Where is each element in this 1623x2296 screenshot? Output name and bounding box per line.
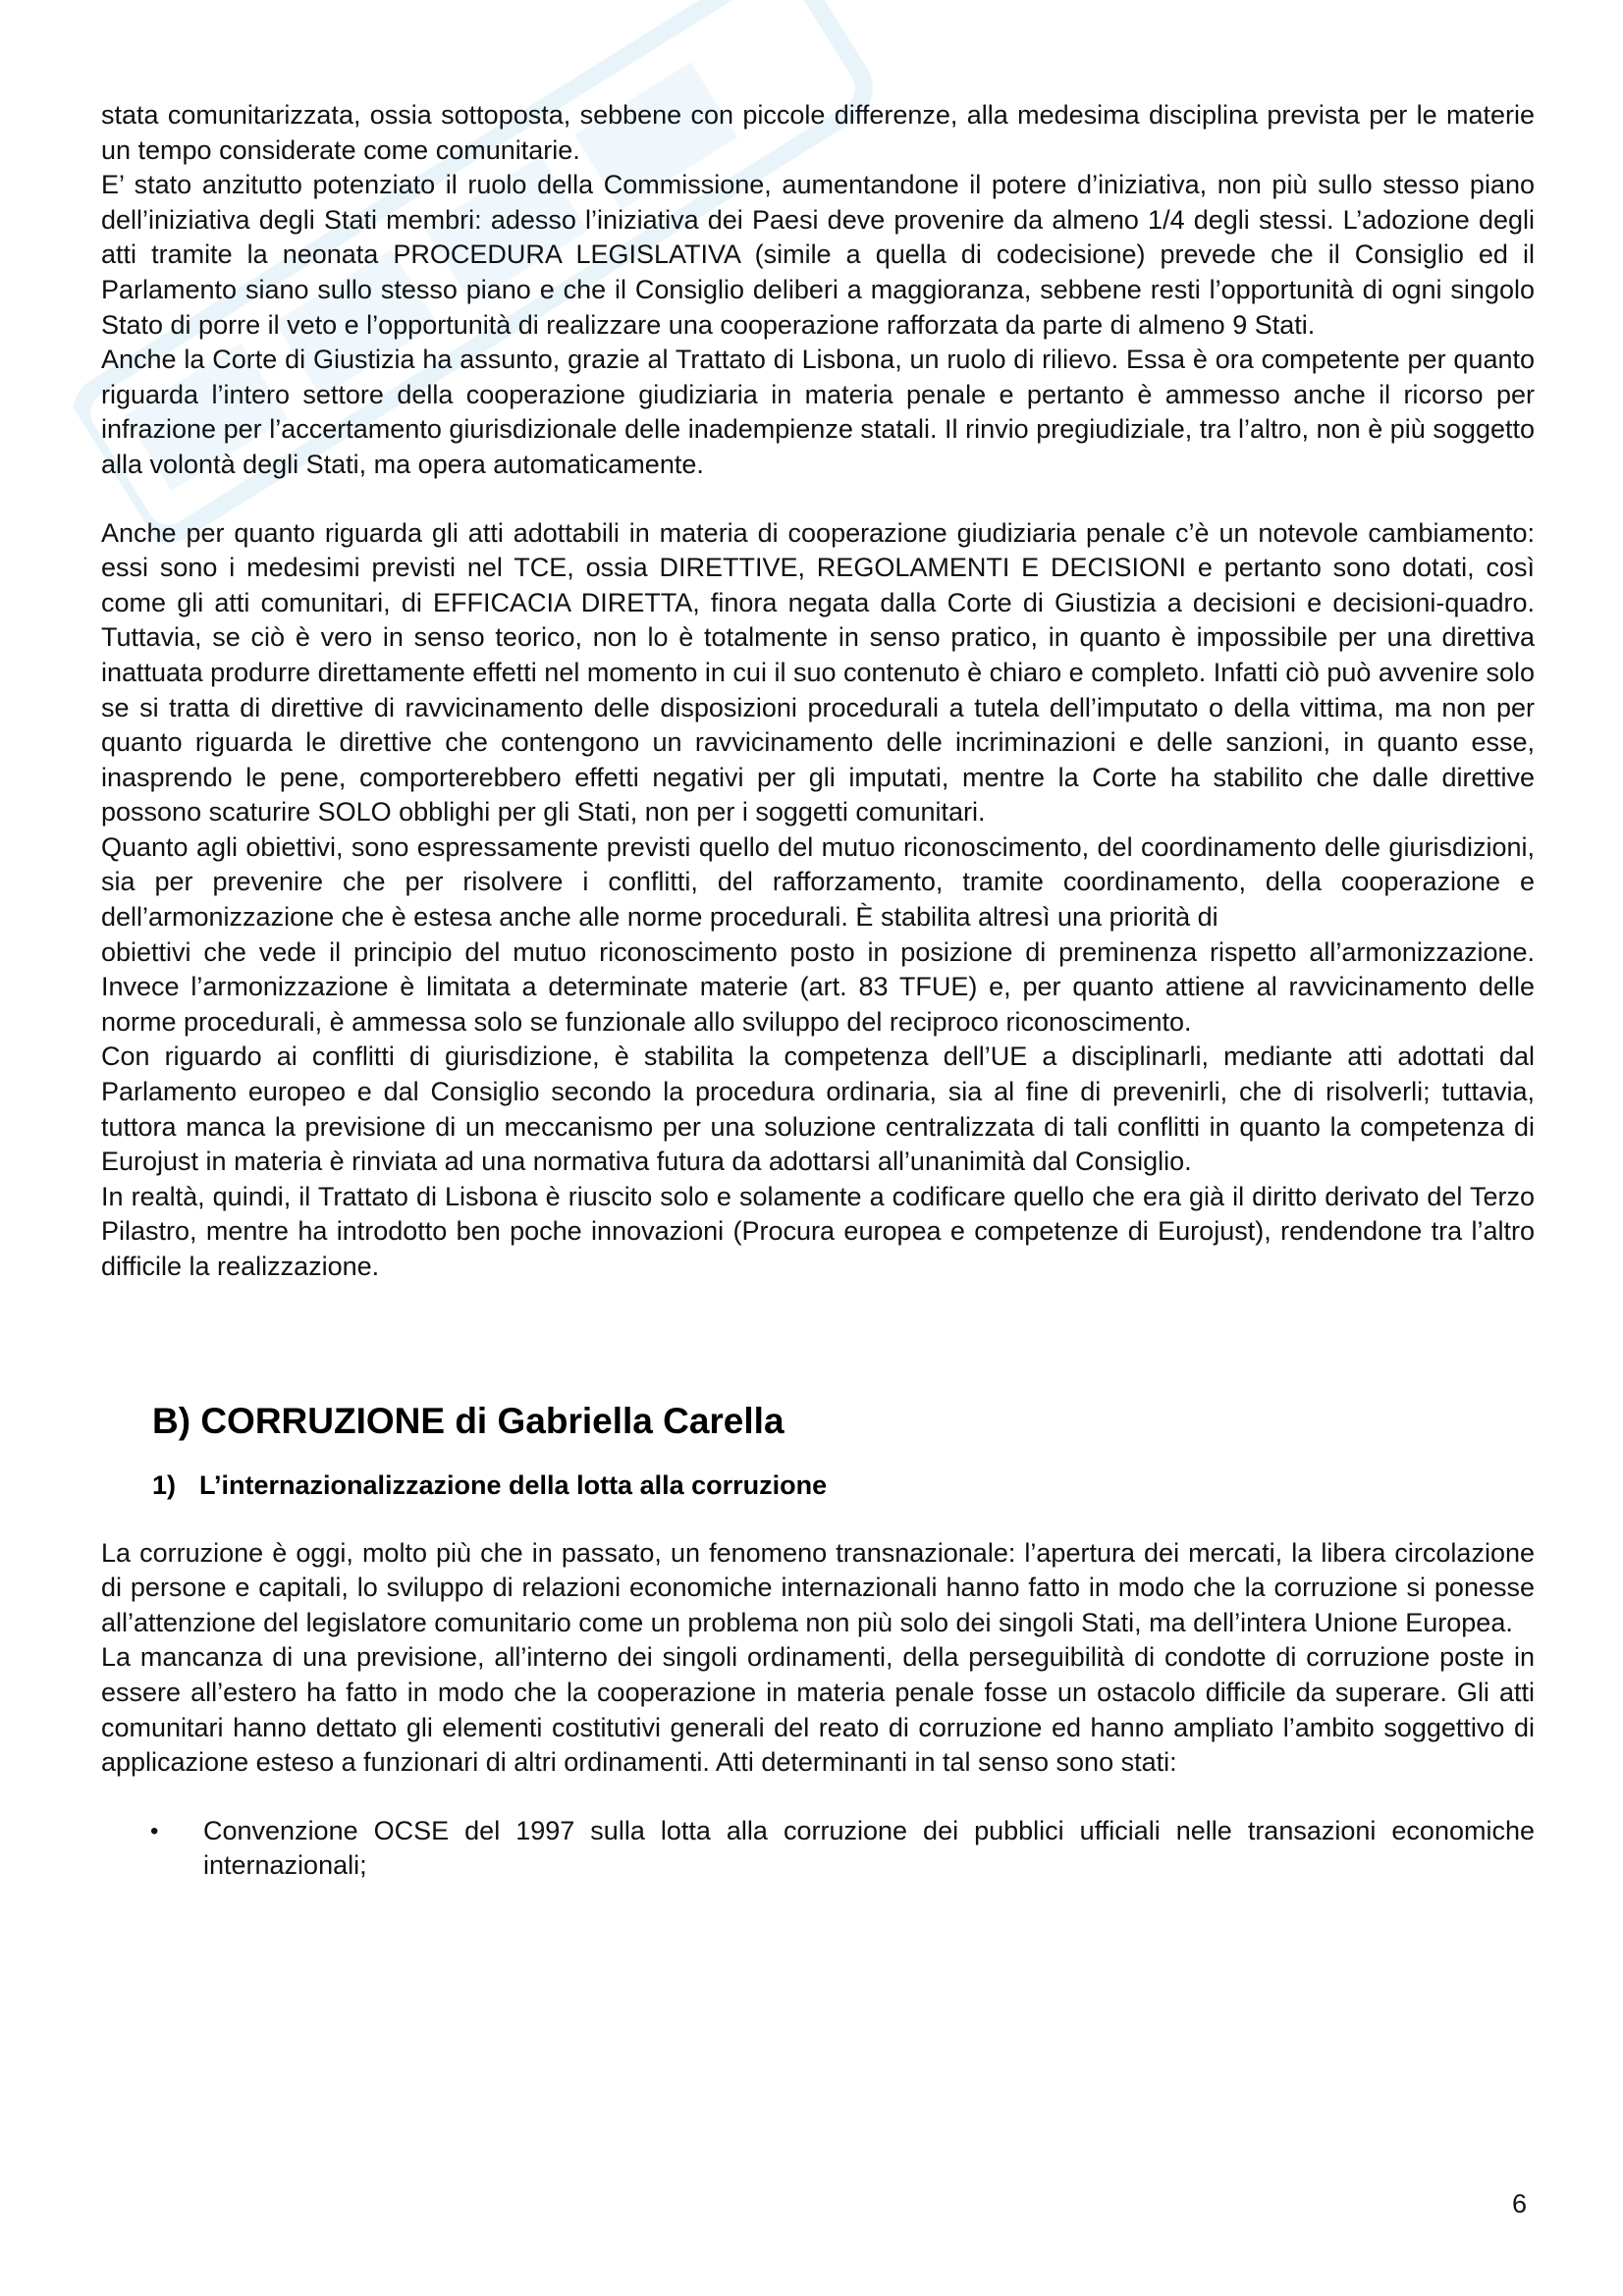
paragraph: La corruzione è oggi, molto più che in passato, un fenomeno transnazionale: l’apertura dei mercati, la libera circolazione di persone e capitali, lo sviluppo di relazioni economiche internazionali hanno fatto in modo che la corruzione si ponesse all’attenzione del legislatore comunitario come un problema non più solo dei singoli Stati, ma dell’intera Unione Europea.: [101, 1537, 1535, 1637]
paragraph: La mancanza di una previsione, all’interno dei singoli ordinamenti, della perseguibilità di condotte di corruzione poste in essere all’estero ha fatto in modo che la cooperazione in materia penale fosse un ostacolo difficile da superare. Gli atti comunitari hanno dettato gli elementi costitutivi generali del reato di corruzione ed hanno ampliato l’ambito soggettivo di applicazione esteso a funzionari di altri ordinamenti. Atti determinanti in tal senso sono stati:: [101, 1642, 1535, 1778]
paragraph: obiettivi che vede il principio del mutuo riconoscimento posto in posizione di preminenza rispetto all’armonizzazione. Invece l’armonizzazione è limitata a determinate materie (art. 83 TFUE) e, per quanto attiene al ravvicinamento delle norme procedurali, è ammessa solo se funzionale allo sviluppo del reciproco riconoscimento.: [101, 936, 1535, 1037]
paragraph-gap: [101, 1503, 1535, 1536]
paragraph: E’ stato anzitutto potenziato il ruolo della Commissione, aumentandone il potere d’iniziativa, non più sullo stesso piano dell’iniziativa degli Stati membri: adesso l’iniziativa dei Paesi deve provenire da almeno 1/4 degli stessi. L’adozione degli atti tramite la neonata PROCEDURA LEGISLATIVA (simile a quella di codecisione) prevede che il Consiglio ed il Parlamento siano sullo stesso piano e che il Consiglio deliberi a maggioranza, sebbene resti l’opportunità di ogni singolo Stato di porre il veto e l’opportunità di realizzare una cooperazione rafforzata da parte di almeno 9 Stati.: [101, 170, 1535, 340]
paragraph: stata comunitarizzata, ossia sottoposta, sebbene con piccole differenze, alla medesima disciplina prevista per le materie un tempo considerate come comunitarie.: [101, 100, 1535, 165]
bullet-icon: •: [150, 1817, 159, 1844]
list-item-text: Convenzione OCSE del 1997 sulla lotta alla corruzione dei pubblici ufficiali nelle transazioni economiche internazionali;: [203, 1815, 1535, 1881]
list-item: [101, 1814, 1535, 1884]
document-body: [101, 98, 1535, 1884]
subsection-heading: [152, 1468, 1535, 1503]
paragraph: Quanto agli obiettivi, sono espressamente previsti quello del mutuo riconoscimento, del coordinamento delle giurisdizioni, sia per prevenire che per risolvere i conflitti, del rafforzamento, tramite coordinamento, della cooperazione e dell’armonizzazione che è estesa anche alle norme procedurali. È stabilita altresì una priorità di: [101, 831, 1535, 933]
page-number: 6: [1512, 2189, 1528, 2218]
paragraph-gap: [101, 1781, 1535, 1814]
paragraph: Anche la Corte di Giustizia ha assunto, grazie al Trattato di Lisbona, un ruolo di rilievo. Essa è ora competente per quanto riguarda l’intero settore della cooperazione giudiziaria in materia penale e pertanto è ammesso anche il ricorso per infrazione per l’accertamento giurisdizionale delle inadempienze statali. Il rinvio pregiudiziale, tra l’altro, non è più soggetto alla volontà degli Stati, ma opera automaticamente.: [101, 345, 1535, 479]
paragraph: Con riguardo ai conflitti di giurisdizione, è stabilita la competenza dell’UE a disciplinarli, mediante atti adottati dal Parlamento europeo e dal Consiglio secondo la procedura ordinaria, sia al fine di prevenirli, che di risolverli; tuttavia, tuttora manca la previsione di un meccanismo per una soluzione centralizzata di tali conflitti in quanto la competenza di Eurojust in materia è rinviata ad una normativa futura da adottarsi all’unanimità dal Consiglio.: [101, 1041, 1535, 1177]
bullet-list: [101, 1814, 1535, 1884]
paragraph-gap: [101, 483, 1535, 516]
paragraph: In realtà, quindi, il Trattato di Lisbona è riuscito solo e solamente a codificare quello che era già il diritto derivato del Terzo Pilastro, mentre ha introdotto ben poche innovazioni (Procura europea e competenze di Eurojust), rendendone tra l’altro difficile la realizzazione.: [101, 1181, 1535, 1281]
subsection-number: 1): [152, 1469, 177, 1500]
section-gap: [101, 1285, 1535, 1395]
subsection-title: L’internazionalizzazione della lotta alla corruzione: [199, 1469, 828, 1500]
paragraph: Anche per quanto riguarda gli atti adottabili in materia di cooperazione giudiziaria penale c’è un notevole cambiamento: essi sono i medesimi previsti nel TCE, ossia DIRETTIVE, REGOLAMENTI E DECISIONI e pertanto sono dotati, così come gli atti comunitari, di EFFICACIA DIRETTA, finora negata dalla Corte di Giustizia a decisioni e decisioni-quadro. Tuttavia, se ciò è vero in senso teorico, non lo è totalmente in senso pratico, in quanto è impossibile per una direttiva inattuata produrre direttamente effetti nel momento in cui il suo contenuto è chiaro e completo. Infatti ciò può avvenire solo se si tratta di direttive di ravvicinamento delle disposizioni procedurali a tutela dell’imputato o della vittima, ma non per quanto riguarda le direttive che contengono un ravvicinamento delle incriminazioni e delle sanzioni, in quanto esse, inasprendo le pene, comporterebbero effetti negativi per gli imputati, mentre la Corte ha stabilito che dalle direttive possono scaturire SOLO obblighi per gli Stati, non per i soggetti comunitari.: [101, 517, 1535, 828]
section-heading: B) CORRUZIONE di Gabriella Carella: [152, 1400, 784, 1441]
